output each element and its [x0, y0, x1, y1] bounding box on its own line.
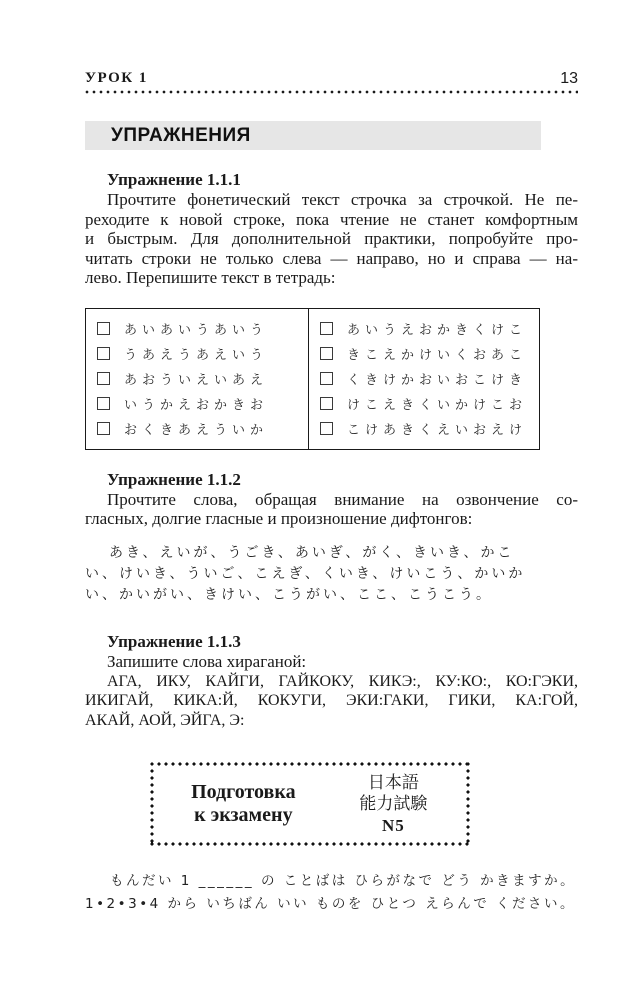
exercise-111-text — [85, 190, 578, 288]
kana-line: い、けいき、ういご、こえぎ、くいき、けいこう、かいか — [85, 565, 526, 582]
exercise-112-kana — [85, 543, 578, 606]
caps-line: АГА, ИКУ, КАЙГИ, ГАЙКОКУ, КИКЭ:, КУ:КО:, КО:ГЭКИ, — [107, 672, 578, 690]
caps-line: ИКИГАЙ, КИКА:Й, КОКУГИ, ЭКИ:ГАКИ, ГИКИ, КА:ГОЙ, — [85, 692, 578, 709]
kana-text: あいあいうあいう — [124, 322, 269, 338]
checkbox[interactable] — [320, 372, 333, 385]
phonetic-table-left-column — [86, 309, 309, 449]
jlpt-kanji-line1: 日本語 — [367, 772, 419, 793]
phonetic-row — [309, 319, 539, 338]
phonetic-table — [85, 308, 540, 450]
caps-line: АКАЙ, АОЙ, ЭЙГА, Э: — [85, 711, 245, 729]
exam-prep-line2: к экзамену — [194, 804, 293, 826]
phonetic-row — [86, 369, 308, 388]
kana-text: きこえかけいくおあこ — [347, 347, 528, 363]
jlpt-label — [327, 773, 460, 836]
exercise-113-title: Упражнение 1.1.3 — [107, 631, 241, 651]
kana-text: こけあきくえいおえけ — [347, 423, 528, 439]
exercise-112-text — [85, 490, 578, 529]
lesson-label: УРОК 1 — [85, 70, 148, 86]
phonetic-row — [309, 394, 539, 413]
kana-text: あおういえいあえ — [124, 372, 269, 388]
kana-line: あき、えいが、うごき、あいぎ、がく、きいき、かこ — [109, 544, 515, 561]
phonetic-table-right-column — [309, 309, 539, 449]
exercise-113-words — [85, 672, 578, 731]
exercise-112-title: Упражнение 1.1.2 — [107, 469, 241, 489]
exam-prep-line1: Подготовка — [191, 781, 296, 803]
kana-text: あいうえおかきくけこ — [347, 322, 528, 338]
checkbox[interactable] — [97, 322, 110, 335]
kana-text: おくきあえういか — [124, 423, 269, 439]
exercise-113-subtitle: Запишите слова хираганой: — [107, 651, 307, 671]
kana-text: くきけかおいおこけき — [347, 372, 528, 388]
jlpt-sample-question — [85, 870, 578, 915]
paragraph-line: реходите к новой строке, пока чтение не станет комфортным — [85, 209, 578, 229]
paragraph-line: гласных, долгие гласные и произношение дифтонгов: — [85, 509, 473, 528]
phonetic-row — [309, 419, 539, 438]
exam-prep-label — [160, 781, 327, 827]
jlpt-question-line: もんだい 1 ______ の ことばは ひらがなで どう かきますか。 — [110, 873, 577, 889]
phonetic-row — [86, 419, 308, 438]
header-dotted-rule — [85, 90, 578, 94]
jlpt-kanji-line2: 能力試験 — [359, 793, 428, 814]
page-header — [85, 70, 578, 87]
jlpt-level: N5 — [381, 815, 405, 835]
jlpt-question-line: 1•2•3•4 から いちばん いい ものを ひとつ えらんで ください。 — [85, 895, 577, 912]
exercise-111-title: Упражнение 1.1.1 — [107, 170, 241, 189]
phonetic-row — [309, 344, 539, 363]
section-banner-title: УПРАЖНЕНИЯ — [111, 124, 251, 146]
checkbox[interactable] — [320, 322, 333, 335]
checkbox[interactable] — [320, 347, 333, 360]
paragraph-line: и быстрым. Для дополнительной практики, попробуйте про- — [85, 229, 578, 248]
kana-text: けこえきくいかけこお — [347, 398, 528, 414]
phonetic-row — [309, 369, 539, 388]
kana-text: うあえうあえいう — [124, 347, 269, 363]
exam-prep-box — [150, 762, 470, 846]
checkbox[interactable] — [97, 422, 110, 435]
paragraph-line: Прочтите слова, обращая внимание на озвончение со- — [107, 489, 578, 509]
paragraph-line: Прочтите фонетический текст строчка за строчкой. Не пе- — [107, 190, 578, 209]
checkbox[interactable] — [97, 372, 110, 385]
phonetic-row — [86, 394, 308, 413]
phonetic-row — [86, 319, 308, 338]
paragraph-line: лево. Перепишите текст в тетрадь: — [85, 268, 336, 287]
checkbox[interactable] — [97, 347, 110, 360]
checkbox[interactable] — [320, 397, 333, 410]
checkbox[interactable] — [320, 422, 333, 435]
kana-line: い、かいがい、きけい、こうがい、ここ、こうこう。 — [85, 586, 493, 603]
phonetic-row — [86, 344, 308, 363]
section-banner — [85, 121, 541, 150]
checkbox[interactable] — [97, 397, 110, 410]
paragraph-line: читать строки не только слева — направо, но и справа — на- — [85, 248, 578, 268]
kana-text: いうかえおかきお — [124, 398, 269, 414]
page-number: 13 — [560, 70, 578, 87]
